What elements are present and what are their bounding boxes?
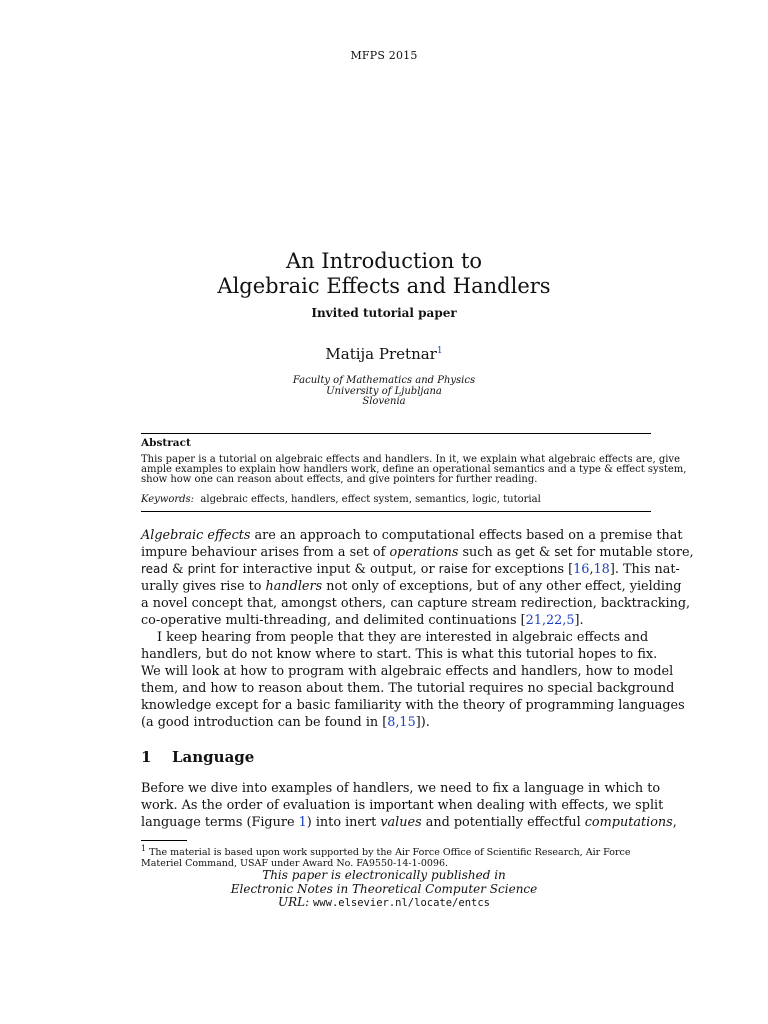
footnote-rule <box>141 840 187 841</box>
code-print: print <box>187 562 216 576</box>
text-line: handlers, but do not know where to start. This is what this tutorial hopes to fix. <box>141 647 658 662</box>
text-line <box>141 527 683 544</box>
paper-title-line-1: An Introduction to <box>285 249 483 273</box>
publication-notice <box>0 869 768 911</box>
text: ]. <box>574 613 584 628</box>
text-line: them, and how to reason about them. The tutorial requires no special background <box>141 681 675 696</box>
text: , <box>672 815 677 830</box>
code-read: read <box>141 562 169 576</box>
text: impure behaviour arises from a set of <box>141 545 390 560</box>
citation-link[interactable]: 21,22,5 <box>525 613 575 628</box>
abstract-line: ample examples to explain how handlers work, define an operational semantics and a type & effect system, <box>141 464 687 476</box>
citation-link[interactable]: 16 <box>573 562 590 577</box>
author-footnote-link[interactable]: 1 <box>436 346 443 356</box>
language-paragraph <box>141 780 677 831</box>
keywords-list: algebraic effects, handlers, effect system, semantics, logic, tutorial <box>200 494 541 505</box>
affiliation-line: Faculty of Mathematics and Physics <box>292 375 476 386</box>
emphasis: computations <box>584 815 673 830</box>
text-line: We will look at how to program with algebraic effects and handlers, how to model <box>141 664 674 679</box>
intro-paragraph-1 <box>141 527 694 629</box>
keywords <box>141 494 541 505</box>
text: for exceptions [ <box>467 562 574 577</box>
text: ]. This nat- <box>609 562 680 577</box>
text: co-operative multi-threading, and delimited continuations [ <box>141 613 526 628</box>
text: , <box>589 562 594 577</box>
abstract-bottom-rule <box>141 511 651 512</box>
footnote-line <box>141 844 651 859</box>
text-line <box>141 544 694 561</box>
footnote <box>141 844 651 869</box>
text-line <box>141 814 677 831</box>
text: ]). <box>415 715 430 730</box>
author <box>0 345 768 363</box>
abstract-top-rule <box>141 433 651 434</box>
affiliation <box>0 376 768 408</box>
text: not only of exceptions, but of any other effect, yielding <box>322 579 682 594</box>
text-line: Before we dive into examples of handlers, we need to fix a language in which to <box>141 781 661 796</box>
publication-url-line <box>0 896 768 911</box>
text: & <box>168 562 188 577</box>
code-get: get <box>515 545 535 559</box>
footnote-line: Materiel Command, USAF under Award No. FA9550-14-1-0096. <box>141 857 449 869</box>
text: for mutable store, <box>572 545 694 560</box>
emphasis: Algebraic effects <box>141 528 251 543</box>
code-set: set <box>554 545 573 559</box>
keywords-label: Keywords: <box>141 494 195 505</box>
text: language terms (Figure <box>141 815 299 830</box>
text: and potentially effectful <box>421 815 585 830</box>
running-head: MFPS 2015 <box>350 49 418 62</box>
emphasis: values <box>380 815 422 830</box>
text: ) into inert <box>306 815 381 830</box>
text: such as <box>458 545 516 560</box>
affiliation-line: University of Ljubljana <box>326 385 442 397</box>
text-line: I keep hearing from people that they are interested in algebraic effects and <box>157 630 649 645</box>
footnote-mark: 1 <box>141 844 147 853</box>
author-name: Matija Pretnar <box>325 345 437 363</box>
abstract-heading: Abstract <box>141 437 191 449</box>
text: for interactive input & output, or <box>215 562 439 577</box>
emphasis: operations <box>389 545 459 560</box>
figure-link[interactable]: 1 <box>298 815 307 830</box>
abstract-body <box>141 454 687 486</box>
section-heading <box>141 748 254 766</box>
abstract-line: This paper is a tutorial on algebraic effects and handlers. In it, we explain what algebraic effects are, give <box>141 454 680 465</box>
url-label: URL: <box>278 895 313 909</box>
text: urally gives rise to <box>141 579 266 594</box>
text: & <box>534 545 555 560</box>
text-line: knowledge except for a basic familiarity with the theory of programming languages <box>141 698 685 713</box>
url-link[interactable]: www.elsevier.nl/locate/entcs <box>312 897 490 909</box>
text: The material is based upon work supported by the Air Force Office of Scientific Research, Air Force <box>149 847 631 859</box>
publication-line: Electronic Notes in Theoretical Computer Science <box>230 881 538 896</box>
paper-title-line-2: Algebraic Effects and Handlers <box>217 274 551 298</box>
code-raise: raise <box>438 562 468 576</box>
text-line <box>141 561 680 578</box>
text: are an approach to computational effects based on a premise that <box>250 528 683 543</box>
section-title: Language <box>172 748 255 766</box>
intro-paragraph-2 <box>141 629 685 731</box>
text-line <box>141 612 651 629</box>
affiliation-line: Slovenia <box>362 396 406 407</box>
abstract-line: show how one can reason about effects, and give pointers for further reading. <box>141 474 538 486</box>
text-line: a novel concept that, amongst others, can capture stream redirection, backtracking, <box>141 596 691 611</box>
citation-link[interactable]: 8,15 <box>387 715 416 730</box>
emphasis: handlers <box>265 579 323 594</box>
text-line <box>141 714 651 731</box>
text-line <box>141 578 682 595</box>
publication-line: This paper is electronically published in <box>262 868 506 882</box>
text-line: work. As the order of evaluation is important when dealing with effects, we split <box>141 798 664 813</box>
text: (a good introduction can be found in [ <box>141 715 388 730</box>
paper-subtitle: Invited tutorial paper <box>311 306 457 320</box>
citation-link[interactable]: 18 <box>593 562 610 577</box>
section-number: 1 <box>141 748 152 766</box>
